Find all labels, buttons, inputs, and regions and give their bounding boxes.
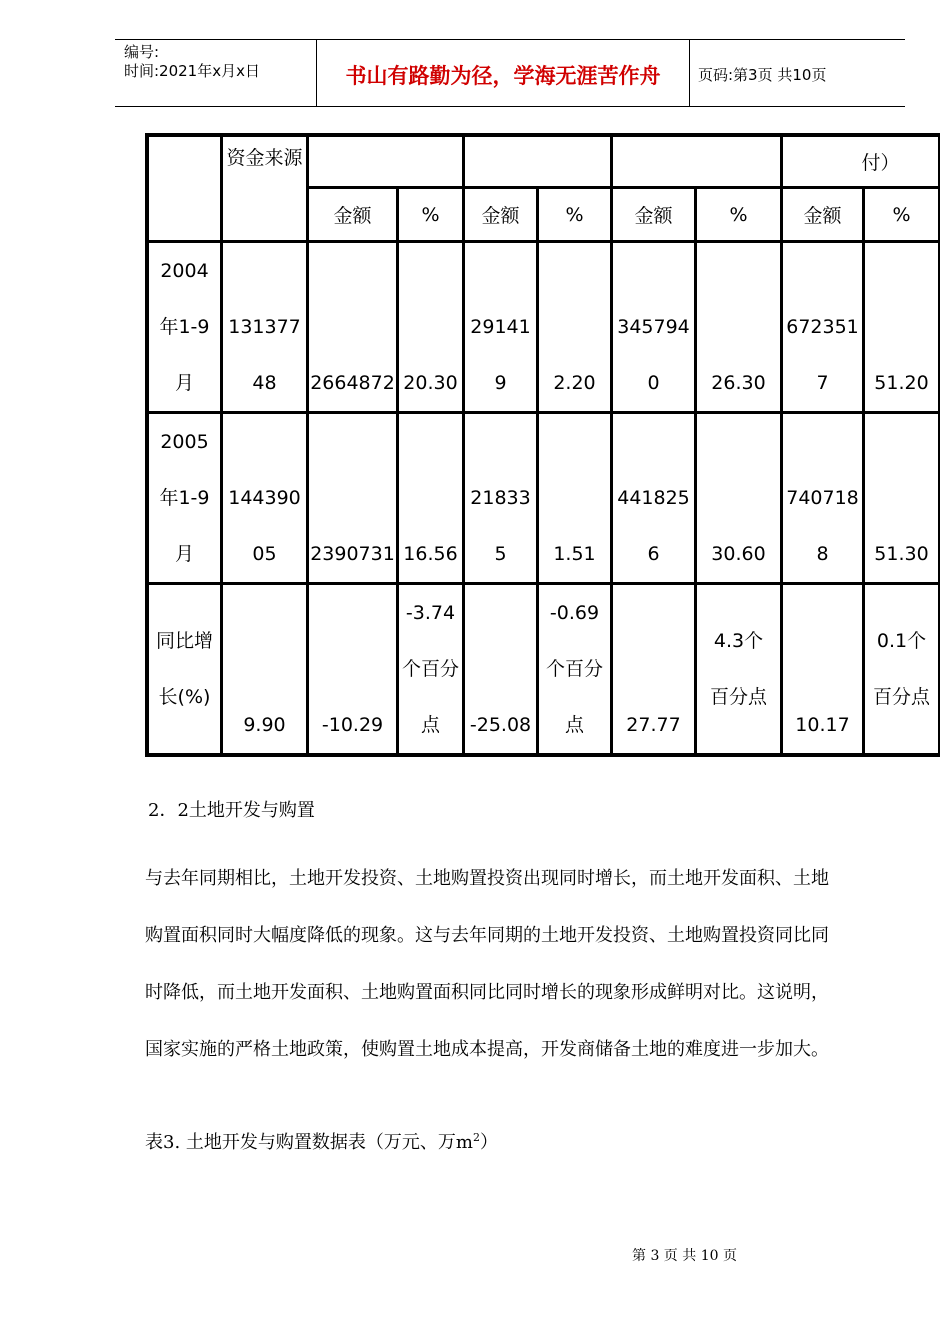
row-label: 2004 年1-9 月: [147, 241, 221, 412]
table-header-percent: %: [537, 187, 611, 241]
percent-cell: 1.51: [537, 412, 611, 583]
table-header-percent: %: [397, 187, 463, 241]
table-header-amount: 金额: [781, 187, 863, 241]
percent-cell: 16.56: [397, 412, 463, 583]
table-row: [147, 241, 939, 412]
amount-cell: 441825 6: [611, 412, 695, 583]
header-page-number: 页码:第3页 共10页: [698, 66, 827, 84]
amount-cell: 29141 9: [463, 241, 537, 412]
section-title: 2．2土地开发与购置: [148, 800, 315, 821]
percent-cell: 51.30: [863, 412, 939, 583]
table-header-amount: 金额: [463, 187, 537, 241]
percent-cell: -3.74 个百分 点: [397, 583, 463, 754]
amount-cell: 740718 8: [781, 412, 863, 583]
funding-source-table: [145, 133, 940, 757]
table-header-amount: 金额: [307, 187, 397, 241]
table-header-group: 付）: [781, 135, 939, 187]
amount-cell: 2390731: [307, 412, 397, 583]
table-header-source: 资金来源: [221, 135, 307, 241]
paragraph-line: 购置面积同时大幅度降低的现象。这与去年同期的土地开发投资、土地购置投资同比同: [145, 925, 829, 946]
header-motto: 书山有路勤为径，学海无涯苦作舟: [345, 63, 661, 88]
table-row: [147, 412, 939, 583]
table-header-percent: %: [863, 187, 939, 241]
header-time: 时间:2021年x月x日: [124, 62, 260, 80]
row-label: 同比增 长(%): [147, 583, 221, 754]
amount-cell: 27.77: [611, 583, 695, 754]
amount-cell: 21833 5: [463, 412, 537, 583]
percent-cell: -0.69 个百分 点: [537, 583, 611, 754]
amount-cell: 672351 7: [781, 241, 863, 412]
header-top-rule: [115, 39, 905, 40]
amount-cell: -10.29: [307, 583, 397, 754]
paragraph-line: 国家实施的严格土地政策，使购置土地成本提高，开发商储备土地的难度进一步加大。: [145, 1039, 829, 1060]
percent-cell: 4.3个 百分点: [695, 583, 781, 754]
row-label: 2005 年1-9 月: [147, 412, 221, 583]
table-header-group: [463, 135, 611, 187]
section-paragraph: [145, 850, 885, 1078]
table-header-amount: 金额: [611, 187, 695, 241]
table-caption: 表3. 土地开发与购置数据表（万元、万$m^2$）: [145, 1131, 498, 1153]
amount-cell: 2664872: [307, 241, 397, 412]
percent-cell: 26.30: [695, 241, 781, 412]
table-header-group: [611, 135, 781, 187]
table-header-percent: %: [695, 187, 781, 241]
percent-cell: 30.60: [695, 412, 781, 583]
page-footer: 第 3 页 共 10 页: [632, 1248, 737, 1264]
percent-cell: 20.30: [397, 241, 463, 412]
table-row-growth: [147, 583, 939, 754]
table-header-group: [307, 135, 463, 187]
amount-cell: 345794 0: [611, 241, 695, 412]
paragraph-line: 时降低，而土地开发面积、土地购置面积同比同时增长的现象形成鲜明对比。这说明，: [145, 982, 829, 1003]
amount-cell: 10.17: [781, 583, 863, 754]
percent-cell: 2.20: [537, 241, 611, 412]
total-cell: 9.90: [221, 583, 307, 754]
percent-cell: 51.20: [863, 241, 939, 412]
header-code: 编号:: [124, 43, 160, 61]
total-cell: 144390 05: [221, 412, 307, 583]
header-bottom-rule: [115, 106, 905, 107]
paragraph-line: 与去年同期相比，土地开发投资、土地购置投资出现同时增长，而土地开发面积、土地: [145, 868, 829, 889]
percent-cell: 0.1个 百分点: [863, 583, 939, 754]
total-cell: 131377 48: [221, 241, 307, 412]
table-corner-cell: [147, 135, 221, 241]
amount-cell: -25.08: [463, 583, 537, 754]
